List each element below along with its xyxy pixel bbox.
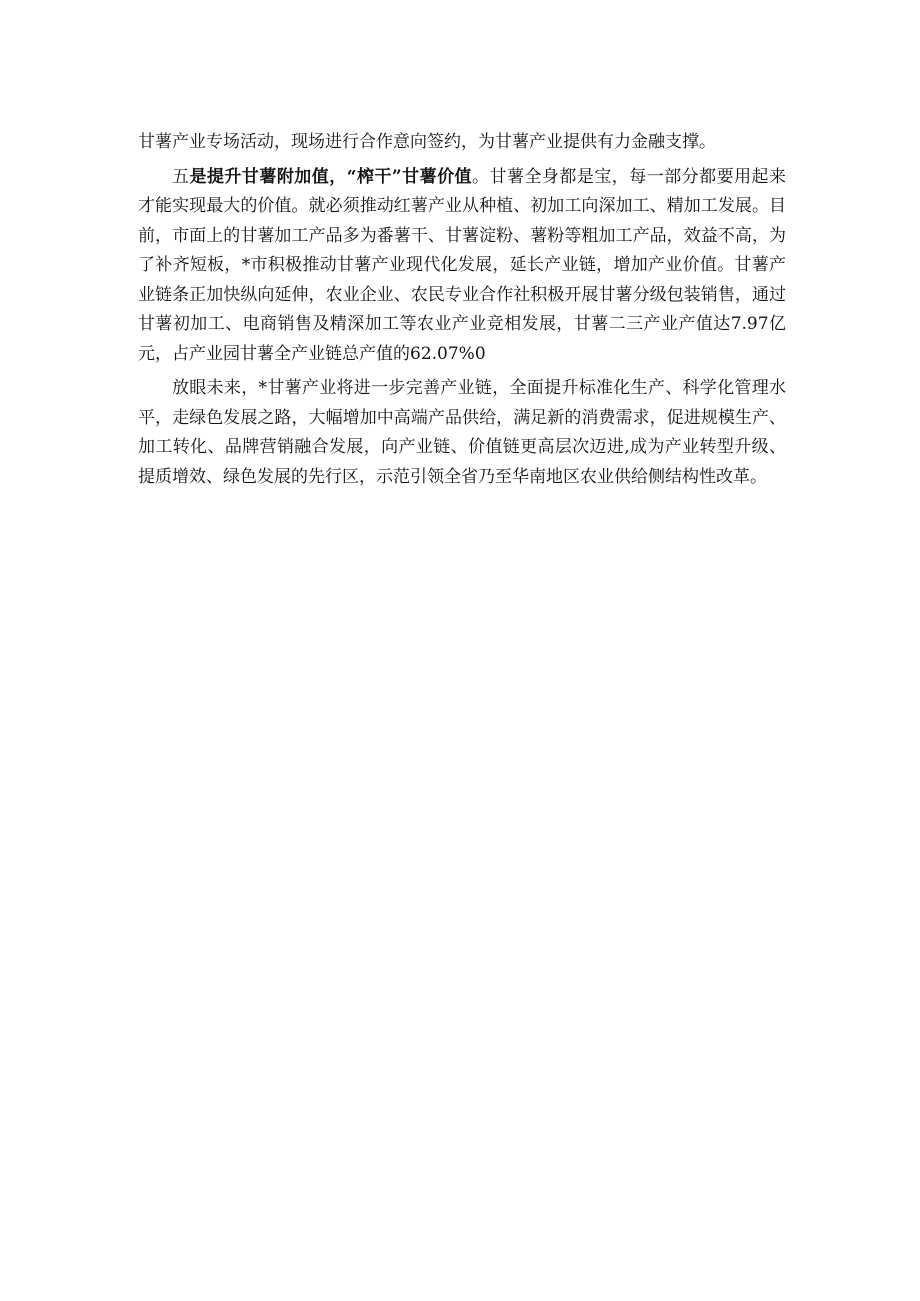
- paragraph-outlook: 放眼未来，*甘薯产业将进一步完善产业链，全面提升标准化生产、科学化管理水平，走绿色发展之路，大幅增加中高端产品供给，满足新的消费需求，促进规模生产、加工转化、品牌营销融合发展，向产业链、价值链更高层次迈进,成为产业转型升级、提质增效、绿色发展的先行区，示范引领全省乃至华南地区农业供给侧结构性改革。: [138, 378, 786, 487]
- document-body: [138, 128, 786, 497]
- section-heading: 是提升甘薯附加值，“榨干”甘薯价值: [189, 166, 473, 187]
- paragraph-section-five: [138, 163, 786, 370]
- paragraph-continuation: 甘薯产业专场活动，现场进行合作意向签约，为甘薯产业提供有力金融支撑。: [138, 132, 716, 152]
- section-body: 。甘薯全身都是宝，每一部分都要用起来才能实现最大的价值。就必须推动红薯产业从种植、初加工向深加工、精加工发展。目前，市面上的甘薯加工产品多为番薯干、甘薯淀粉、薯粉等粗加工产品，效益不高，为了补齐短板，*市积极推动甘薯产业现代化发展，延长产业链，增加产业价值。甘薯产业链条正加快纵向延伸，农业企业、农民专业合作社积极开展甘薯分级包装销售，通过甘薯初加工、电商销售及精深加工等农业产业竞相发展，甘薯二三产业产值达7.97亿元，占产业园甘薯全产业链总产值的62.07%0: [138, 166, 787, 364]
- section-number: 五: [172, 166, 190, 187]
